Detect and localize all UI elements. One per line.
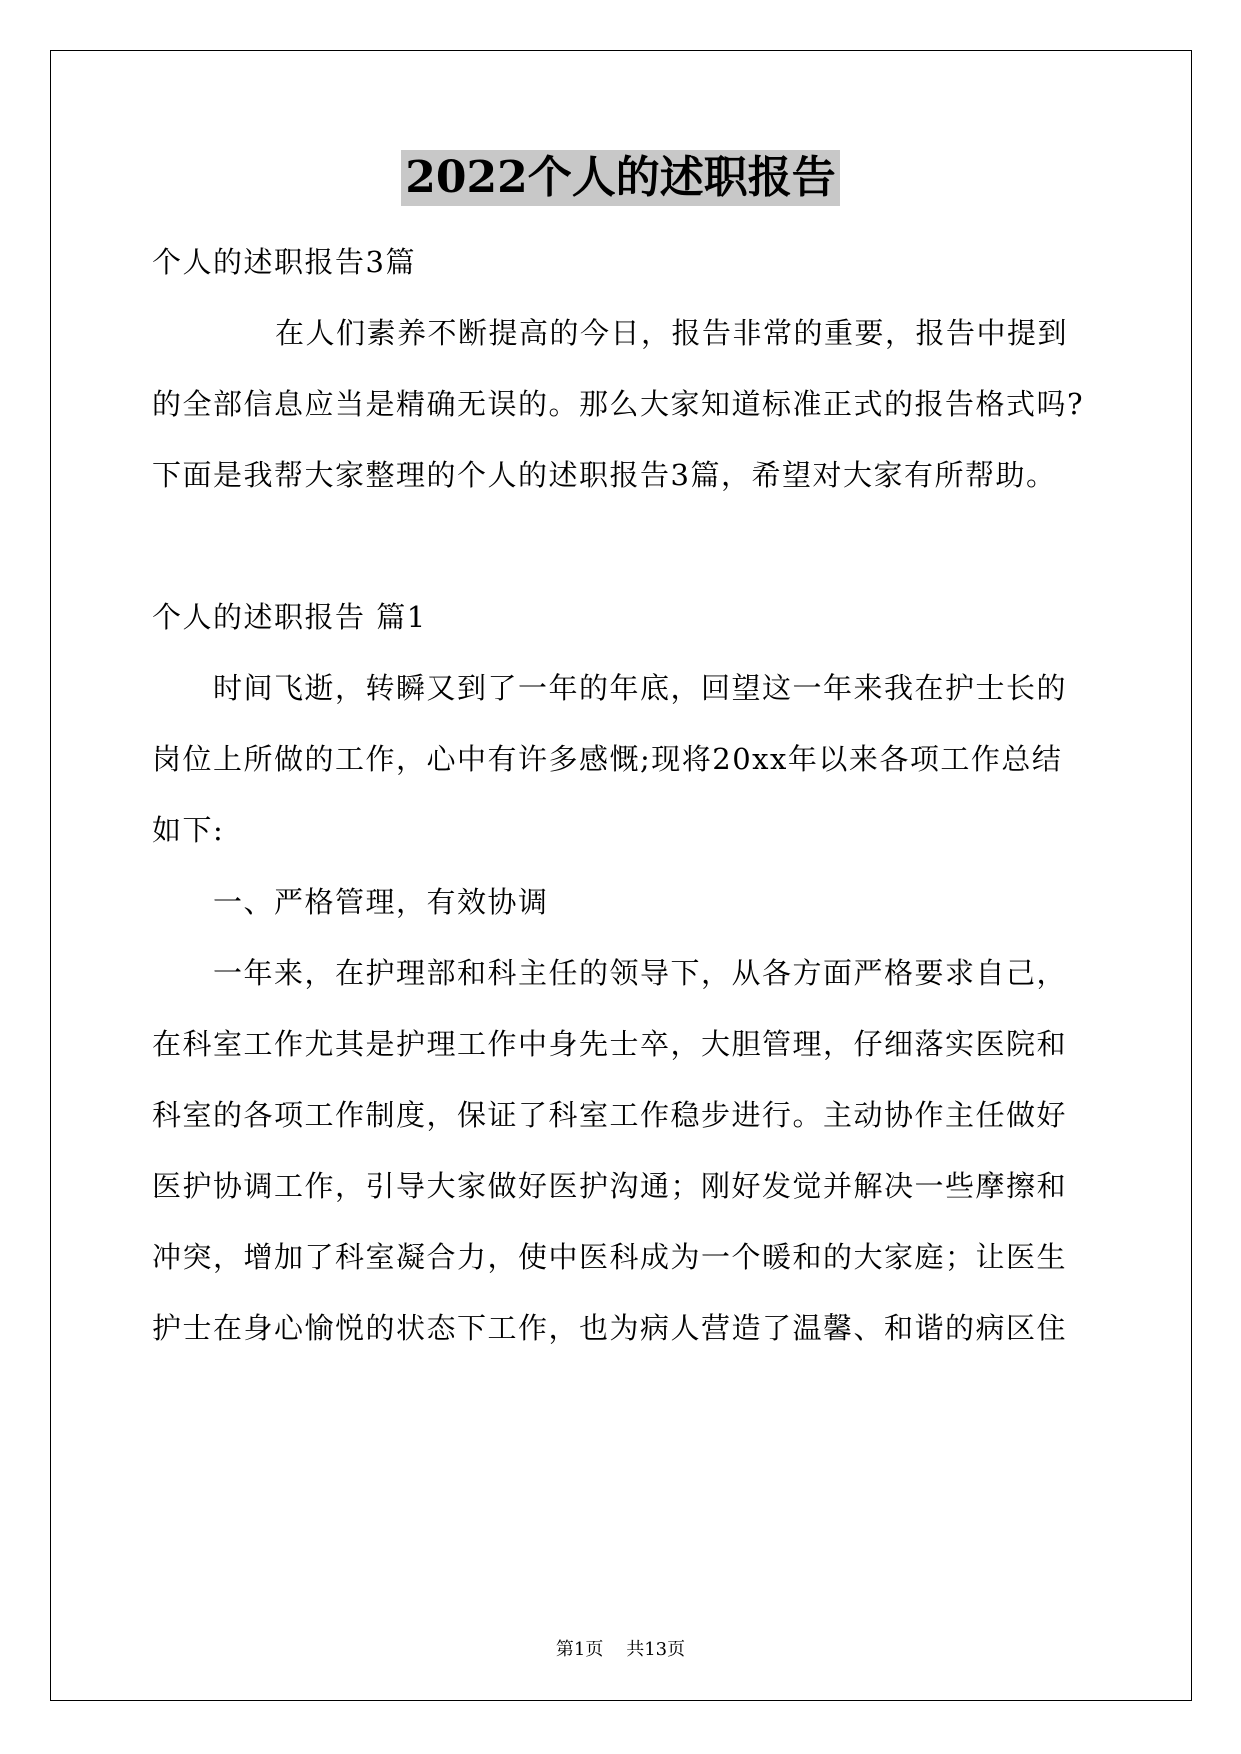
subsection-heading: 一、严格管理，有效协调 [213,885,549,919]
paragraph-line: 在科室工作尤其是护理工作中身先士卒，大胆管理，仔细落实医院和 [152,1027,1068,1061]
document-title: 2022个人的述职报告 [401,150,839,206]
title-container [0,150,1241,206]
page-total: 共13页 [626,1639,686,1660]
page-footer [0,1635,1241,1661]
subtitle-line: 个人的述职报告3篇 [152,245,416,279]
section-heading: 个人的述职报告 篇1 [152,600,427,634]
paragraph-line: 的全部信息应当是精确无误的。那么大家知道标准正式的报告格式吗? [152,387,1085,421]
paragraph-line: 时间飞逝，转瞬又到了一年的年底，回望这一年来我在护士长的 [213,671,1068,705]
paragraph-line: 医护协调工作，引导大家做好医护沟通；刚好发觉并解决一些摩擦和 [152,1169,1068,1203]
page-number: 第1页 [555,1639,604,1660]
paragraph-line: 科室的各项工作制度，保证了科室工作稳步进行。主动协作主任做好 [152,1098,1068,1132]
paragraph-line: 护士在身心愉悦的状态下工作，也为病人营造了温馨、和谐的病区住 [152,1311,1068,1345]
page-border [50,50,1192,1701]
paragraph-line: 冲突，增加了科室凝合力，使中医科成为一个暖和的大家庭；让医生 [152,1240,1068,1274]
paragraph-line: 一年来，在护理部和科主任的领导下，从各方面严格要求自己， [213,956,1068,990]
paragraph-line: 如下: [152,813,225,847]
paragraph-line: 下面是我帮大家整理的个人的述职报告3篇，希望对大家有所帮助。 [152,458,1057,492]
paragraph-line: 在人们素养不断提高的今日，报告非常的重要，报告中提到 [275,316,1069,350]
paragraph-line: 岗位上所做的工作，心中有许多感慨;现将20xx年以来各项工作总结 [152,742,1063,776]
